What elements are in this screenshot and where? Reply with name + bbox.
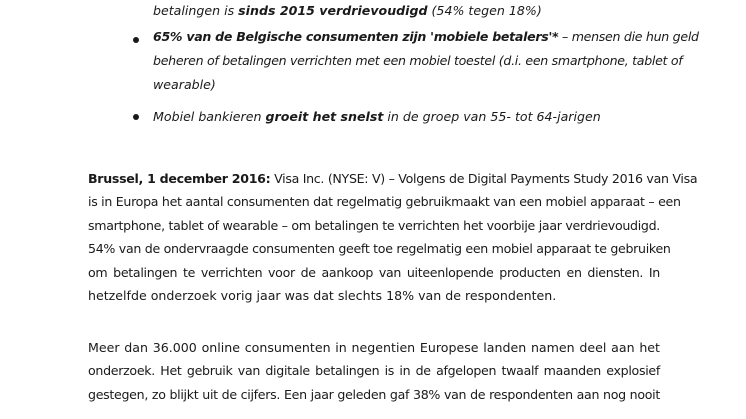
dateline: Brussel, 1 december 2016:: [88, 171, 271, 186]
paragraph-line: om betalingen te verrichten voor de aankoop van uiteenlopende producten en diensten. In: [88, 264, 660, 280]
bullet-text: in de groep van 55- tot 64-jarigen: [383, 109, 601, 124]
paragraph-line: Meer dan 36.000 online consumenten in negentien Europese landen namen deel aan het: [88, 340, 660, 355]
paragraph-line: smartphone, tablet of wearable – om betalingen te verrichten het voorbije jaar verdrievoudigd.: [88, 217, 661, 233]
paragraph-line: hetzelfde onderzoek vorig jaar was dat slechts 18% van de respondenten.: [88, 288, 557, 304]
paragraph-line: is in Europa het aantal consumenten dat regelmatig gebruikmaakt van een mobiel apparaat – een: [88, 194, 681, 210]
paragraph-intro: [88, 167, 698, 307]
bullet-text: betalingen is: [153, 3, 239, 18]
bullet-emphasis: sinds 2015 verdrievoudigd: [238, 3, 428, 18]
bullet-text: wearable): [153, 77, 216, 92]
paragraph-line: gestegen, zo blijkt uit de cijfers. Een jaar geleden gaf 38% van de respondenten aan nog nooit: [88, 386, 660, 402]
paragraph-line: 54% van de ondervraagde consumenten geeft toe regelmatig een mobiel apparaat te gebruiken: [88, 241, 671, 257]
bullet-emphasis: groeit het snelst: [265, 109, 384, 124]
bullet-dot: [133, 114, 139, 120]
paragraph-text: Visa Inc. (NYSE: V) – Volgens de Digital Payments Study 2016 van Visa: [270, 171, 698, 186]
bullet-text: – mensen die hun geld: [558, 29, 699, 44]
paragraph-survey: [88, 336, 660, 406]
bullet-text: beheren of betalingen verrichten met een mobiel toestel (d.i. een smartphone, tablet of: [153, 53, 683, 68]
bullet-dot: [133, 37, 139, 43]
paragraph-line: onderzoek. Het gebruik van digitale betalingen is in de afgelopen twaalf maanden explosief: [88, 363, 660, 379]
bullet-item-mobile-banking: [153, 105, 673, 129]
bullet-item-tripled-continuation: [153, 0, 673, 23]
bullet-item-mobile-payers: [153, 25, 699, 97]
bullet-text: Mobiel bankieren: [153, 109, 266, 124]
bullet-text: (54% tegen 18%): [427, 3, 542, 18]
bullet-emphasis: 65% van de Belgische consumenten zijn 'mobiele betalers'*: [153, 29, 559, 44]
